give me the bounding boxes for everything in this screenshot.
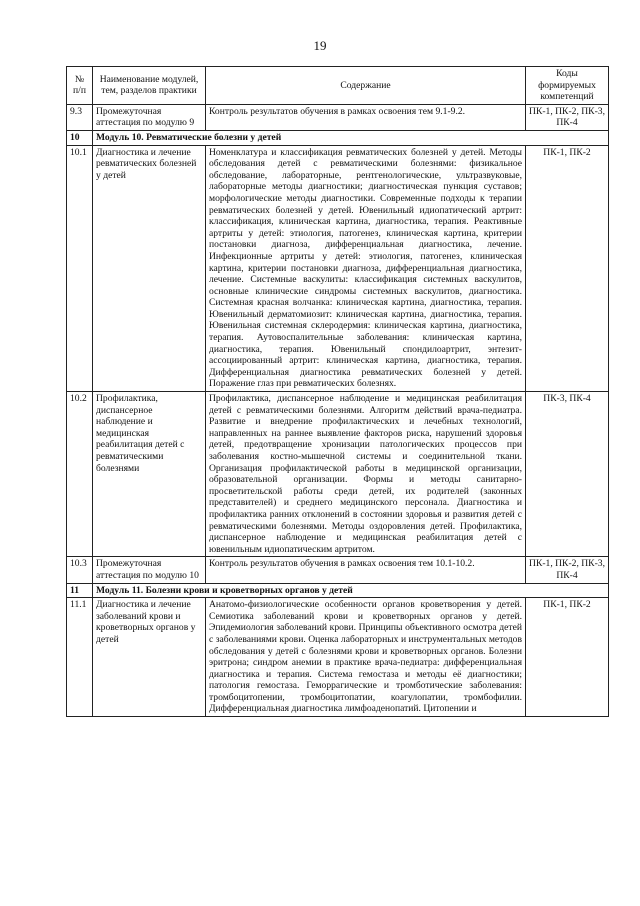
header-num: № п/п bbox=[67, 67, 93, 105]
header-name: Наименование модулей, тем, разделов практики bbox=[93, 67, 206, 105]
row-num: 10.1 bbox=[67, 145, 93, 391]
module-row bbox=[67, 583, 609, 598]
header-content: Содержание bbox=[206, 67, 526, 105]
row-name: Промежуточная аттестация по модулю 10 bbox=[93, 557, 206, 583]
row-name: Промежуточная аттестация по модулю 9 bbox=[93, 104, 206, 130]
table-header-row bbox=[67, 67, 609, 105]
row-name: Диагностика и лечение ревматических болезней у детей bbox=[93, 145, 206, 391]
table-row bbox=[67, 392, 609, 557]
table-row bbox=[67, 598, 609, 717]
row-name: Профилактика, диспансерное наблюдение и медицинская реабилитация детей с ревматическими болезнями bbox=[93, 392, 206, 557]
header-codes: Коды формируемых компетенций bbox=[526, 67, 609, 105]
table-row bbox=[67, 557, 609, 583]
row-num: 10.3 bbox=[67, 557, 93, 583]
module-row bbox=[67, 130, 609, 145]
module-num: 11 bbox=[67, 583, 93, 598]
row-name: Диагностика и лечение заболеваний крови и кроветворных органов у детей bbox=[93, 598, 206, 717]
row-content: Номенклатура и классификация ревматических болезней у детей. Методы обследования детей с ревматическими болезнями: физикальное обследование, лабораторные, рентгенологические, ультразвуковые, лабораторные методы диагностики; диагностическая пункция суставов; морфологические методы диагностики. Современные подходы к терапии ревматических болезней у детей. Ювенильный идиопатический артрит: классификация, клиническая картина, диагностика, терапия. Реактивные артриты у детей: этиология, патогенез, клиническая картина, критерии постановки диагноза, дифференциальная диагностика, лечение. Инфекционные артриты у детей: этиология, патогенез, клиническая картина, критерии постановки диагноза, дифференциальная диагностика, лечение. Системные васкулиты: классификация системных васкулитов, основные клинические синдромы системных васкулитов, диагностика. Системная красная волчанка: клиническая картина, диагностика, терапия. Ювенильный дерматомиозит: клиническая картина, диагностика, терапия. Ювенильная системная склеродермия: клиническая картина, диагностика, терапия. Аутовоспалительные заболевания: клиническая картина, диагностика, терапия. Ювенильный спондилоартрит, энтезит-ассоциированный артрит: клиническая картина, диагностика, терапия. Дифференциальная диагностика ревматических болезней у детей. Поражение глаз при ревматических болезнях. bbox=[206, 145, 526, 391]
row-num: 10.2 bbox=[67, 392, 93, 557]
row-codes: ПК-1, ПК-2, ПК-3, ПК-4 bbox=[526, 557, 609, 583]
row-num: 9.3 bbox=[67, 104, 93, 130]
page-number: 19 bbox=[313, 38, 327, 53]
row-content: Анатомо-физиологические особенности органов кроветворения у детей. Семиотика заболеваний крови и кроветворных органов у детей. Эпидемиология заболеваний крови. Принципы объективного осмотра детей с заболеваниями крови. Оценка лабораторных и инструментальных методов обследования у детей с болезнями крови и кроветворных органов. Болезни эритрона; синдром анемии в практике врача-педиатра: дифференциальная диагностика и терапия. Система гемостаза и методы её диагностики; патология гемостаза. Геморрагические и тромботические заболевания: тромбоцитопении, тромбоцитопатии, коагулопатии, тромбофилии. Дифференциальная диагностика лимфоаденопатий. Цитопении и bbox=[206, 598, 526, 717]
row-codes: ПК-1, ПК-2 bbox=[526, 598, 609, 717]
table-row bbox=[67, 104, 609, 130]
row-content: Контроль результатов обучения в рамках освоения тем 9.1-9.2. bbox=[206, 104, 526, 130]
module-title: Модуль 11. Болезни крови и кроветворных органов у детей bbox=[93, 583, 609, 598]
row-codes: ПК-3, ПК-4 bbox=[526, 392, 609, 557]
table-row bbox=[67, 145, 609, 391]
row-codes: ПК-1, ПК-2 bbox=[526, 145, 609, 391]
row-num: 11.1 bbox=[67, 598, 93, 717]
module-title: Модуль 10. Ревматические болезни у детей bbox=[93, 130, 609, 145]
row-content: Профилактика, диспансерное наблюдение и медицинская реабилитация детей с ревматическими болезнями. Алгоритм действий врача-педиатра. Развитие и внедрение профилактических и лечебных технологий, направленных на раннее выявление факторов риска, нарушений здоровья детей, предотвращение хронизации патологических процессов при заболевания костно-мышечной системы и соединительной ткани. Организация профилактической работы в медицинской организации, образовательной организации. Формы и методы санитарно-просветительской работы среди детей, их родителей (законных представителей) и среднего медицинского персонала. Диагностика и профилактика ранних отклонений в состоянии здоровья и развития детей с ревматическими болезнями. Методы оздоровления детей. Профилактика, диспансерное наблюдение и медицинская реабилитация детей с ювенильным идиопатическим артритом. bbox=[206, 392, 526, 557]
curriculum-table bbox=[66, 66, 609, 717]
row-content: Контроль результатов обучения в рамках освоения тем 10.1-10.2. bbox=[206, 557, 526, 583]
row-codes: ПК-1, ПК-2, ПК-3, ПК-4 bbox=[526, 104, 609, 130]
module-num: 10 bbox=[67, 130, 93, 145]
